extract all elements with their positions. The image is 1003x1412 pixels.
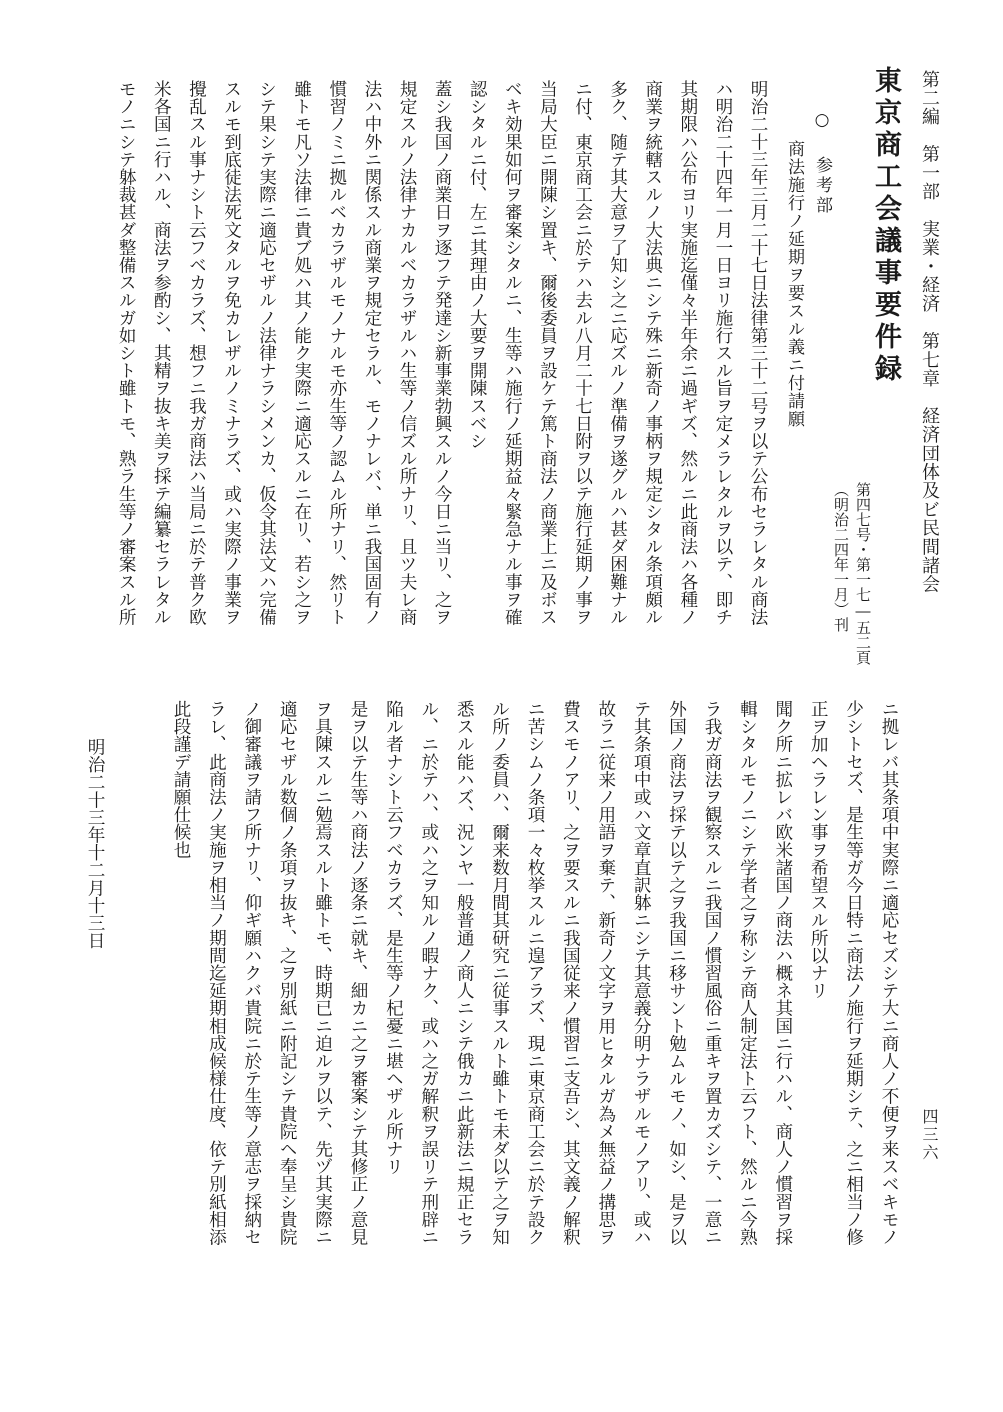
source-note <box>830 482 874 665</box>
text-column: 故ラニ従来ノ用語ヲ棄テ、新奇ノ文字ヲ用ヒタルガ為メ無益ノ搆思ヲ <box>595 700 616 1246</box>
petition-date: 明治二十三年十二月十三日 <box>85 738 105 950</box>
text-column: 輯シタルモノニシテ学者之ヲ称シテ商人制定法ト云フト、然ルニ今熟 <box>737 700 758 1246</box>
text-column: 米各国ニ行ハル、商法ヲ参酌シ、其精ヲ抜キ美ヲ採テ編纂セラレタル <box>151 80 172 626</box>
text-column: 此段謹デ請願仕候也 <box>171 700 191 859</box>
text-column: ニ苦シムノ条項一々枚挙スルニ遑アラズ、現ニ東京商工会ニ於テ設ク <box>525 700 545 1246</box>
text-column: 少シトセズ、是生等ガ今日特ニ商法ノ施行ヲ延期シテ、之ニ相当ノ修 <box>843 700 864 1246</box>
text-column: 規定スルノ法律ナカルベカラザルハ生等ノ信ズル所ナリ、且ツ夫レ商 <box>397 80 417 626</box>
text-column: 外国ノ商法ヲ採テ以テ之ヲ我国ニ移サント勉ムルモノ、如シ、是ヲ以 <box>666 700 687 1246</box>
text-column: 陥ル者ナシト云フベカラズ、是生等ノ杞憂ニ堪ヘザル所ナリ <box>383 700 404 1176</box>
text-column: 多ク、随テ其大意ヲ了知シ之ニ応ズルノ準備ヲ遂グルハ甚ダ困難ナル <box>607 80 628 626</box>
running-header: 第二編 第一部 実業・経済 第七章 経済団体及ビ民間諸会 <box>919 70 940 594</box>
text-column: スルモ到底徒法死文タルヲ免カレザルノミナラズ、或ハ実際ノ事業ヲ <box>221 80 242 626</box>
text-column: 慣習ノミニ拠ルベカラザルモノナルモ亦生等ノ認ムル所ナリ、然リト <box>326 80 347 626</box>
text-column: 攪乱スル事ナシト云フベカラズ、想フニ我ガ商法ハ当局ニ於テ普ク欧 <box>186 80 207 626</box>
text-column: シテ果シテ実際ニ適応セザルノ法律ナラシメンカ、仮令其法文ハ完備 <box>256 80 277 626</box>
text-column: 当局大臣ニ開陳シ置キ、爾後委員ヲ設ケテ篤ト商法ノ商業上ニ及ボス <box>537 80 558 626</box>
text-column: モノニシテ躰裁甚ダ整備スルガ如シト雖トモ、熟ラ生等ノ審案スル所 <box>116 80 137 626</box>
text-column: ラ我ガ商法ヲ観察スルニ我国ノ慣習風俗ニ重キヲ置カズシテ、一意ニ <box>702 700 722 1246</box>
text-column: ベキ効果如何ヲ審案シタルニ、生等ハ施行ノ延期益々緊急ナル事ヲ確 <box>502 80 523 626</box>
text-column: ニ付、東京商工会ニ於テハ去ル八月二十七日附ヲ以テ施行延期ノ事ヲ <box>572 80 593 626</box>
text-column: 商業ヲ統轄スルノ大法典ニシテ殊ニ新奇ノ事柄ヲ規定シタル条項頗ル <box>642 80 663 626</box>
text-column: 雖トモ凡ソ法律ニ貴ブ処ハ其ノ能ク実際ニ適応スルニ在リ、若シ之ヲ <box>291 80 312 626</box>
text-column: 認シタルニ付、左ニ其理由ノ大要ヲ開陳スベシ <box>467 80 488 450</box>
text-column: 費スモノアリ、之ヲ要スルニ我国従来ノ慣習ニ支吾シ、其文義ノ解釈 <box>560 700 581 1246</box>
text-column: 其期限ハ公布ヨリ実施迄僅々半年余ニ過ギズ、然ルニ此商法ハ各種ノ <box>677 80 698 626</box>
text-column: ノ御審議ヲ請フ所ナリ、仰ギ願ハクバ貴院ニ於テ生等ノ意志ヲ採納セ <box>241 700 262 1246</box>
text-column: ハ明治二十四年一月一日ヨリ施行スル旨ヲ定メラレタルヲ以テ、即チ <box>712 80 733 626</box>
page-number: 四三六 <box>920 1108 939 1162</box>
text-column: ニ拠レバ其条項中実際ニ適応セズシテ大ニ商人ノ不便ヲ来スベキモノ <box>879 700 899 1246</box>
text-column: 聞ク所ニ拡レバ欧米諸国ノ商法ハ概ネ其国ニ行ハル、商人ノ慣習ヲ採 <box>772 700 793 1246</box>
text-column: 明治二十三年三月二十七日法律第三十二号ヲ以テ公布セラレタル商法 <box>748 80 768 626</box>
document-title: 東京商工会議事要件録 <box>870 66 901 386</box>
text-column: ラレ、此商法ノ実施ヲ相当ノ期間迄延期相成候様仕度、依テ別紙相添 <box>206 700 227 1246</box>
text-column: 悉スル能ハズ、況ンヤ一般普通ノ商人ニシテ俄カニ此新法ニ規正セラ <box>454 700 475 1246</box>
text-column: ル、ニ於テハ、或ハ之ヲ知ルノ暇ナク、或ハ之ガ解釈ヲ誤リテ刑辟ニ <box>418 700 439 1246</box>
text-column: ヲ具陳スルニ勉焉スルト雖トモ、時期已ニ迫ルヲ以テ、先ヅ其実際ニ <box>312 700 333 1246</box>
text-column: ル所ノ委員ハ、爾来数月間其研究ニ従事スルト雖トモ未ダ以テ之ヲ知 <box>489 700 510 1246</box>
text-column: テ其条項中或ハ文章直訳躰ニシテ其意義分明ナラザルモノアリ、或ハ <box>631 700 652 1246</box>
text-column: 正ヲ加ヘラレン事ヲ希望スル所以ナリ <box>808 700 829 1000</box>
source-line-1: 第四七号・第一七―五二頁 <box>854 482 872 665</box>
text-column: 是ヲ以テ生等ハ商法ノ逐条ニ就キ、細カニ之ヲ審案シテ其修正ノ意見 <box>348 700 368 1246</box>
text-column: 法ハ中外ニ関係スル商業ヲ規定セラル、モノナレバ、単ニ我国固有ノ <box>361 80 382 626</box>
reference-marker: ○ 参考部 <box>812 110 832 216</box>
petition-heading: 商法施行ノ延期ヲ要スル義ニ付請願 <box>784 140 804 428</box>
text-column: 蓋シ我国ノ商業日ヲ逐フテ発達シ新事業勃興スルノ今日ニ当リ、之ヲ <box>432 80 453 626</box>
text-column: 適応セザル数個ノ条項ヲ抜キ、之ヲ別紙ニ附記シテ貴院ヘ奉呈シ貴院 <box>277 700 298 1246</box>
source-line-2: （明治二四年一月）刊 <box>832 482 850 632</box>
